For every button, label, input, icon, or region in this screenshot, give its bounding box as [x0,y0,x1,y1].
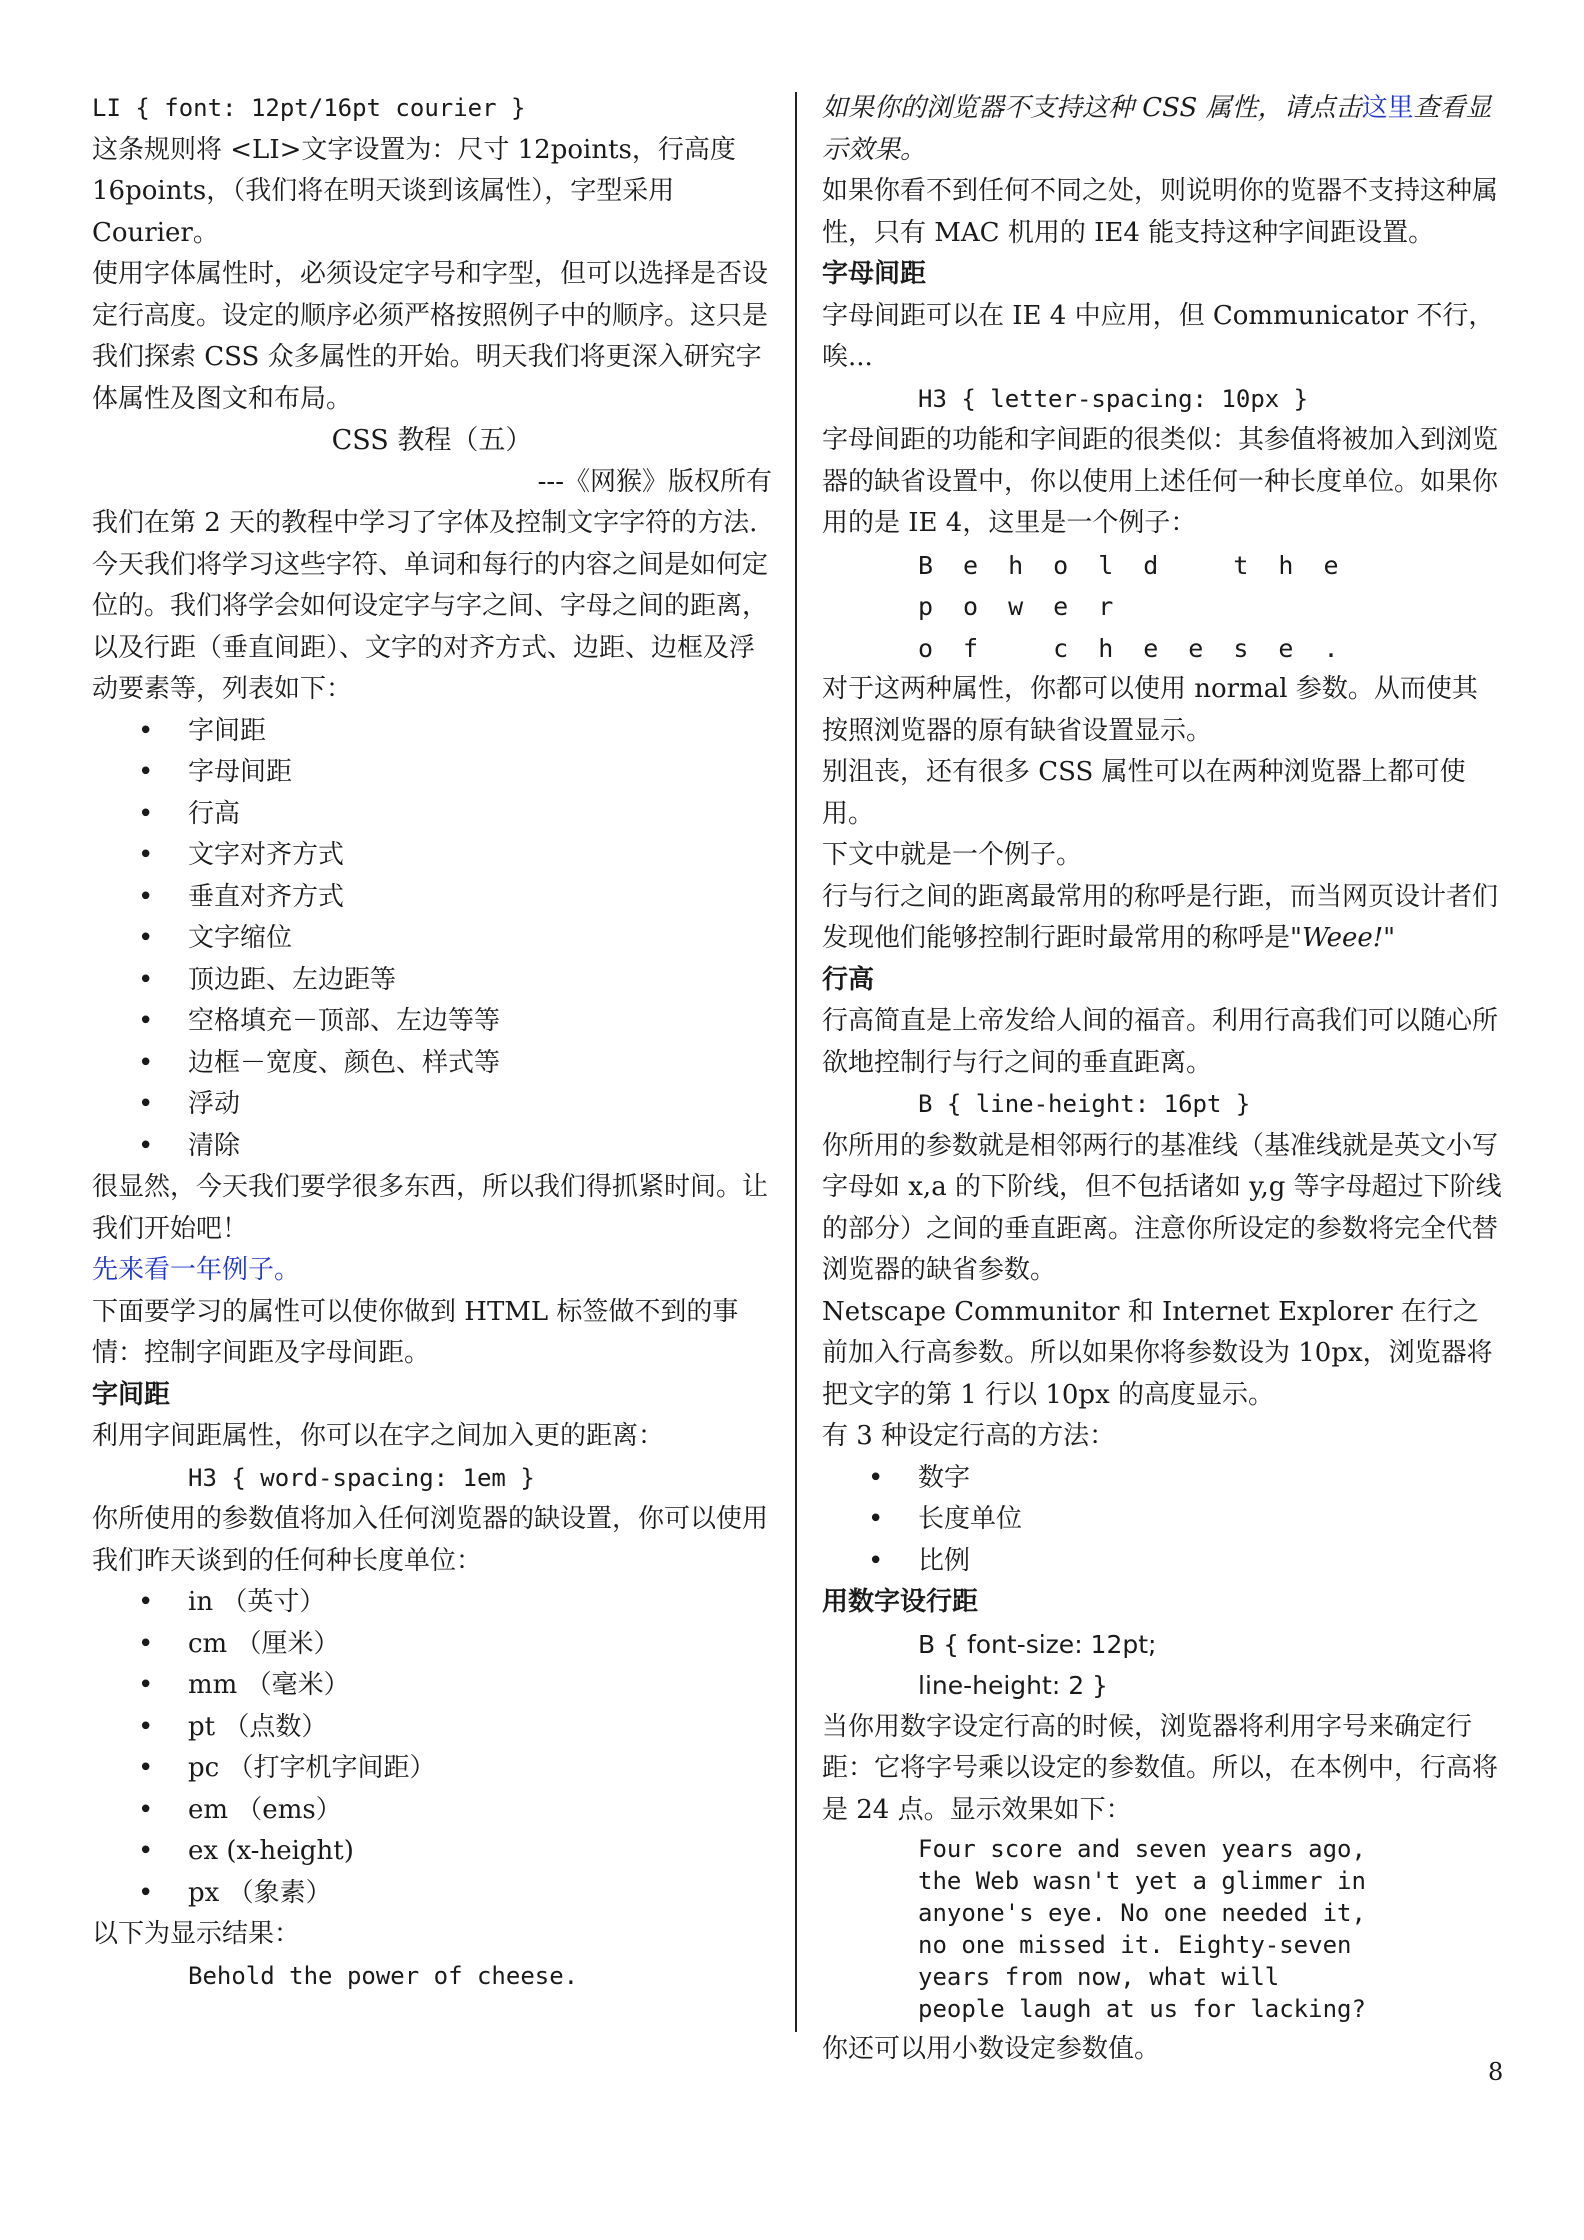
list-item: • em （ems） [92,1790,772,1832]
left-column [92,88,772,1997]
list-item: • mm （毫米） [92,1665,772,1707]
list-item: • 数字 [822,1458,1502,1500]
italic-text: "Weee!" [1290,923,1396,953]
method-list [822,1458,1502,1583]
demo-line-height-text [822,1833,1502,2025]
paragraph: 字母间距可以在 IE 4 中应用，但 Communicator 不行，唉... [822,300,1495,372]
italic-text: 如果你的浏览器不支持这种 CSS 属性，请点击 [822,93,1362,123]
paragraph: 以下为显示结果： [92,1919,301,1949]
list-item: • 字母间距 [92,752,772,794]
paragraph: 利用字间距属性，你可以在字之间加入更的距离： [92,1421,665,1451]
paragraph: 别沮丧，还有很多 CSS 属性可以在两种浏览器上都可使用。 [822,757,1466,829]
article-title: CSS 教程（五） [331,425,533,456]
list-item: • cm （厘米） [92,1624,772,1666]
list-item: • 空格填充－顶部、左边等等 [92,1001,772,1043]
paragraph: 字母间距的功能和字间距的很类似：其参值将被加入到浏览器的缺省设置中，你以使用上述任何一种长度单位。如果你用的是 IE 4，这里是一个例子： [822,425,1499,538]
text: 行与行之间的距离最常用的称呼是行距，而当网页设计者们发现他们能够控制行距时最常用的称呼是 [822,881,1499,953]
demo-line: years from now, what will [918,1963,1280,1991]
paragraph: 如果你看不到任何不同之处，则说明你的览器不支持这种属性，只有 MAC 机用的 IE4 能支持这种字间距设置。 [822,176,1499,248]
section-heading-line-height: 行高 [822,964,875,995]
paragraph: Netscape Communitor 和 Internet Explorer 在行之前加入行高参数。所以如果你将参数设为 10px，浏览器将把文字的第 1 行以 10px 的高度显示。 [822,1296,1493,1410]
list-item: • 浮动 [92,1084,772,1126]
list-item: • in （英寸） [92,1582,772,1624]
right-column [822,88,1502,2071]
code-example-line-height: B { line-height: 16pt } [918,1090,1251,1118]
section-heading-letter-spacing: 字母间距 [822,259,927,289]
paragraph: 你所用的参数就是相邻两行的基准线（基准线就是英文小写字母如 x,a 的下阶线，但不包括诸如 y,g 等字母超过下阶线的部分）之间的垂直距离。注意你所设定的参数将完全代替浏览器的缺省参数。 [822,1130,1502,1285]
paragraph: 这条规则将 <LI>文字设置为：尺寸 12points，行高度 16points，（我们将在明天谈到该属性），字型采用 Courier。 [92,134,736,248]
copyright-line: ---《网猴》版权所有 [537,466,772,497]
code-example-word-spacing: H3 { word-spacing: 1em } [188,1463,535,1492]
list-item: • 顶边距、左边距等 [92,960,772,1002]
list-item: • 长度单位 [822,1499,1502,1541]
paragraph: 下面要学习的属性可以使你做到 HTML 标签做不到的事情：控制字间距及字母间距。 [92,1296,739,1368]
list-item: • 文字对齐方式 [92,835,772,877]
list-item: • 行高 [92,794,772,836]
code-example-number-line2: line-height: 2 } [918,1671,1108,1700]
list-item: • ex (x-height) [92,1831,772,1873]
demo-word-spacing: Behold the power of cheese. [188,1961,579,1990]
paragraph: 当你用数字设定行高的时候，浏览器将利用字号来确定行距：它将字号乘以设定的参数值。所以，在本例中，行高将是 24 点。显示效果如下： [822,1711,1499,1825]
demo-letter-spacing-line1: Behold the power [918,550,1369,621]
unit-list [92,1582,772,1914]
section-heading-word-spacing: 字间距 [92,1379,171,1410]
code-example-font: LI { font: 12pt/16pt courier } [92,94,526,122]
section-heading-number-spacing: 用数字设行距 [822,1587,979,1617]
code-example-number-line1: B { font-size: 12pt; [918,1629,1157,1659]
demo-line: the Web wasn't yet a glimmer in [918,1867,1366,1895]
demo-line: Four score and seven years ago, [918,1835,1366,1863]
demo-line: anyone's eye. No one needed it, [918,1899,1366,1927]
demo-letter-spacing-line2: of cheese. [918,633,1369,663]
demo-line: no one missed it. Eighty-seven [918,1931,1352,1959]
paragraph: 很显然，今天我们要学很多东西，所以我们得抓紧时间。让我们开始吧！ [92,1172,769,1244]
intro-paragraph: 我们在第 2 天的教程中学习了字体及控制文字字符的方法.今天我们将学习这些字符、单词和每行的内容之间是如何定位的。我们将学会如何设定字与字之间、字母之间的距离，以及行距（垂直间距）、文字的对齐方式、边距、边框及浮动要素等，列表如下： [92,508,769,704]
list-item: • pc （打字机字间距） [92,1748,772,1790]
paragraph: 对于这两种属性，你都可以使用 normal 参数。从而使其按照浏览器的原有缺省设置显示。 [822,674,1478,746]
paragraph-browser-note [822,88,1502,171]
list-item: • 文字缩位 [92,918,772,960]
paragraph: 使用字体属性时，必须设定字号和字型，但可以选择是否设定行高度。设定的顺序必须严格按照例子中的顺序。这只是我们探索 CSS 众多属性的开始。明天我们将更深入研究字体属性及图文和布局。 [92,259,769,414]
list-item: • 字间距 [92,711,772,753]
column-divider [795,92,797,2032]
list-item: • 边框－宽度、颜色、样式等 [92,1043,772,1085]
topic-list [92,711,772,1168]
demo-line: people laugh at us for lacking? [918,1995,1366,2023]
italic-text: 查看显示效果。 [822,93,1492,165]
paragraph: 有 3 种设定行高的方法： [822,1421,1116,1451]
list-item: • 清除 [92,1126,772,1168]
code-example-letter-spacing: H3 { letter-spacing: 10px } [918,384,1309,413]
paragraph: 下文中就是一个例子。 [822,840,1083,870]
list-item: • pt （点数） [92,1707,772,1749]
list-item: • px （象素） [92,1873,772,1915]
list-item: • 垂直对齐方式 [92,877,772,919]
example-link[interactable]: 先来看一年例子。 [92,1255,301,1285]
paragraph: 你所使用的参数值将加入任何浏览器的缺设置，你可以使用我们昨天谈到的任何种长度单位： [92,1504,769,1576]
here-link[interactable]: 这里 [1361,93,1414,123]
paragraph: 行高简直是上帝发给人间的福音。利用行高我们可以随心所欲地控制行与行之间的垂直距离。 [822,1006,1499,1078]
paragraph: 你还可以用小数设定参数值。 [822,2034,1161,2064]
list-item: • 比例 [822,1541,1502,1583]
page-number: 8 [1488,2058,1504,2086]
paragraph-line-spacing [822,877,1502,960]
